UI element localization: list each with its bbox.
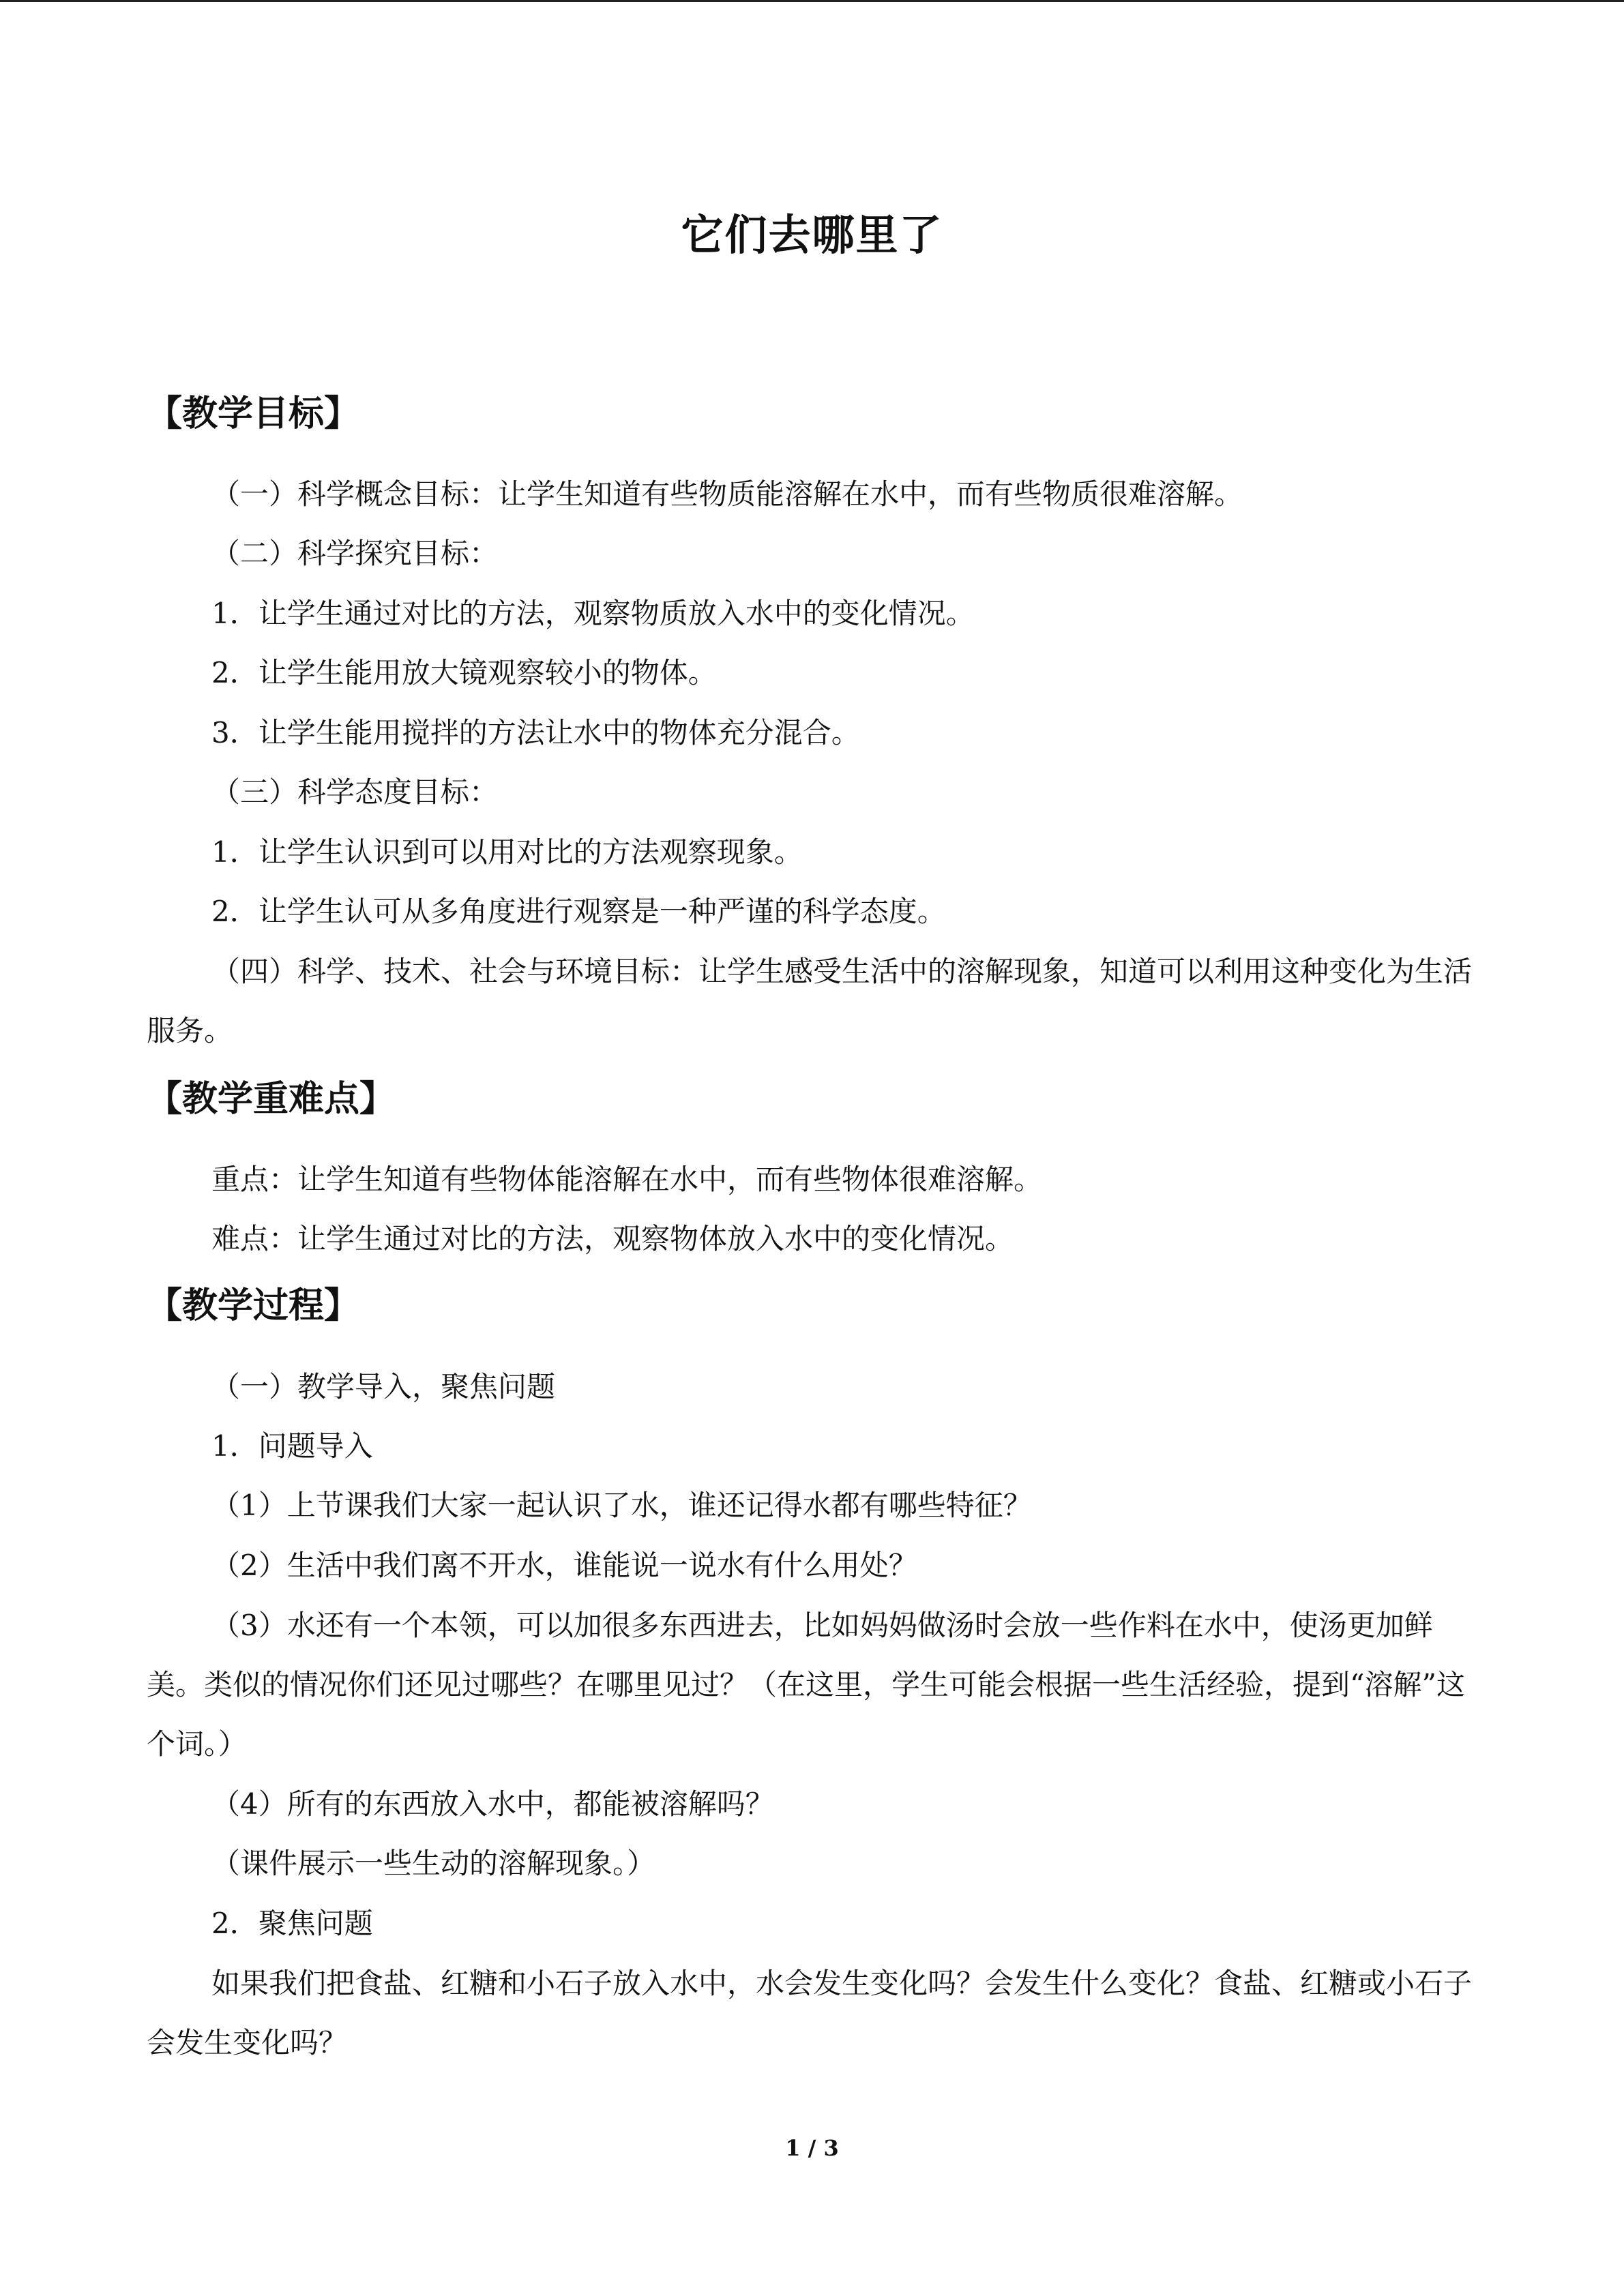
objective-attitude-2: 2．让学生认可从多角度进行观察是一种严谨的科学态度。 — [211, 895, 946, 928]
process-question-intro: 1．问题导入 — [211, 1429, 373, 1463]
keypoint-difficulty: 难点：让学生通过对比的方法，观察物体放入水中的变化情况。 — [211, 1222, 1014, 1255]
process-question-2: （2）生活中我们离不开水，谁能说一说水有什么用处？ — [211, 1549, 917, 1582]
objective-attitude-title: （三）科学态度目标： — [211, 775, 499, 809]
page-number: 1 / 3 — [785, 2135, 839, 2161]
objective-inquiry-2: 2．让学生能用放大镜观察较小的物体。 — [211, 656, 717, 689]
document-title: 它们去哪里了 — [681, 210, 943, 260]
process-question-4: （4）所有的东西放入水中，都能被溶解吗？ — [211, 1787, 774, 1821]
objective-sts: （四）科学、技术、社会与环境目标：让学生感受生活中的溶解现象，知道可以利用这种变化为生活服务。 — [147, 955, 1473, 1047]
objective-inquiry-3: 3．让学生能用搅拌的方法让水中的物体充分混合。 — [211, 716, 860, 749]
process-intro-title: （一）教学导入，聚焦问题 — [211, 1370, 556, 1403]
process-question-3: （3）水还有一个本领，可以加很多东西进去，比如妈妈做汤时会放一些作料在水中，使汤更加鲜美。类似的情况你们还见过哪些？在哪里见过？（在这里，学生可能会根据一些生活经验，提到“溶解”这个词。） — [147, 1609, 1465, 1761]
objective-inquiry-title: （二）科学探究目标： — [211, 537, 499, 570]
keypoint-focus: 重点：让学生知道有些物体能溶解在水中，而有些物体很难溶解。 — [211, 1163, 1043, 1196]
objective-inquiry-1: 1．让学生通过对比的方法，观察物质放入水中的变化情况。 — [211, 597, 975, 630]
process-focus-question: 如果我们把食盐、红糖和小石子放入水中，水会发生变化吗？会发生什么变化？食盐、红糖或小石子会发生变化吗？ — [147, 1967, 1473, 2059]
process-question-1: （1）上节课我们大家一起认识了水，谁还记得水都有哪些特征？ — [211, 1489, 1032, 1522]
objective-concept: （一）科学概念目标：让学生知道有些物质能溶解在水中，而有些物质很难溶解。 — [211, 477, 1243, 511]
heading-objectives: 【教学目标】 — [147, 393, 360, 434]
heading-keypoints: 【教学重难点】 — [147, 1079, 396, 1120]
objective-attitude-1: 1．让学生认识到可以用对比的方法观察现象。 — [211, 835, 803, 869]
heading-process: 【教学过程】 — [147, 1285, 360, 1326]
process-focus-title: 2．聚焦问题 — [211, 1907, 373, 1940]
process-courseware-note: （课件展示一些生动的溶解现象。） — [211, 1847, 656, 1880]
